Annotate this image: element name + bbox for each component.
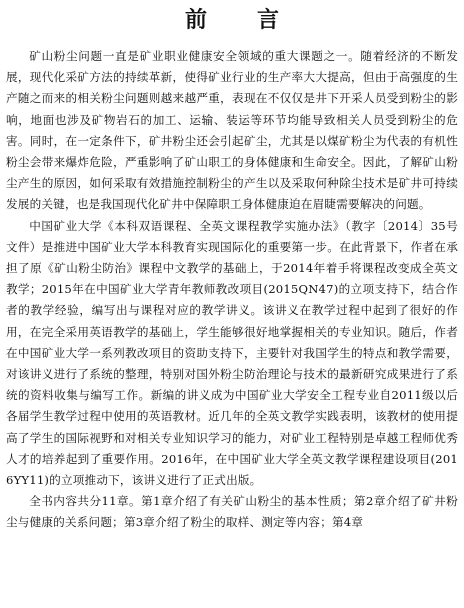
page-title: 前 言 [184,8,293,33]
paragraph-3: 全书内容共分11章。第1章介绍了有关矿山粉尘的基本性质；第2章介绍了矿井粉尘与健康的关系问题；第3章介绍了粉尘的取样、测定等内容；第4章 [6,494,458,530]
paragraph-1: 矿山粉尘问题一直是矿业职业健康安全领域的重大课题之一。随着经济的不断发展，现代化采矿方法的持续革新，使得矿业行业的生产率大大提高，但由于高强度的生产随之而来的相关粉尘问题则越来越严重，表现在不仅仅是井下开采人员受到粉尘的影响，地面也涉及矿物岩石的加工、运输、装运等环节均能导致相关人员受到粉尘的危害。同时，在一定条件下，矿井粉尘还会引起矿尘，尤其是以煤矿粉尘为代表的有机性粉尘会带来爆炸危险，严重影响了矿山职工的身体健康和生命安全。因此，了解矿山粉尘产生的原因，如何采取有效措施控制粉尘的产生以及采取何种除尘技术是矿井可持续发展的关键，也是我国现代化矿井中保障职工身体健康迫在眉睫需要解决的问题。 [6,49,458,212]
paragraph-2: 中国矿业大学《本科双语课程、全英文课程教学实施办法》（教字〔2014〕35号文件）是推进中国矿业大学本科教育实现国际化的重要第一步。在此背景下，作者在承担了原《矿山粉尘防治》课程中文教学的基础上，于2014年着手将课程改变成全英文教学；2015年在中国矿业大学青年教师教改项目(2015QN47)的立项支持下，结合作者的教学经验，编写出与课程对应的教学讲义。该讲义在教学过程中起到了很好的作用，在完全采用英语教学的基础上，学生能够很好地掌握相关的专业知识。随后，作者在中国矿业大学一系列教改项目的资助支持下，主要针对我国学生的特点和教学需要，对该讲义进行了系统的整理，特别对国外粉尘防治理论与技术的最新研究成果进行了系统的资料收集与编写工作。新编的讲义成为中国矿业大学安全工程专业自2011级以后各届学生教学过程中使用的英语教材。近几年的全英文教学实践表明，该教材的使用提高了学生的国际视野和对相关专业知识学习的能力，对矿业工程特别是卓越工程师优秀人才的培养起到了重要作用。2016年，在中国矿业大学全英文教学课程建设项目(2016YY11)的立项推动下，该讲义进行了正式出版。 [6,218,458,488]
